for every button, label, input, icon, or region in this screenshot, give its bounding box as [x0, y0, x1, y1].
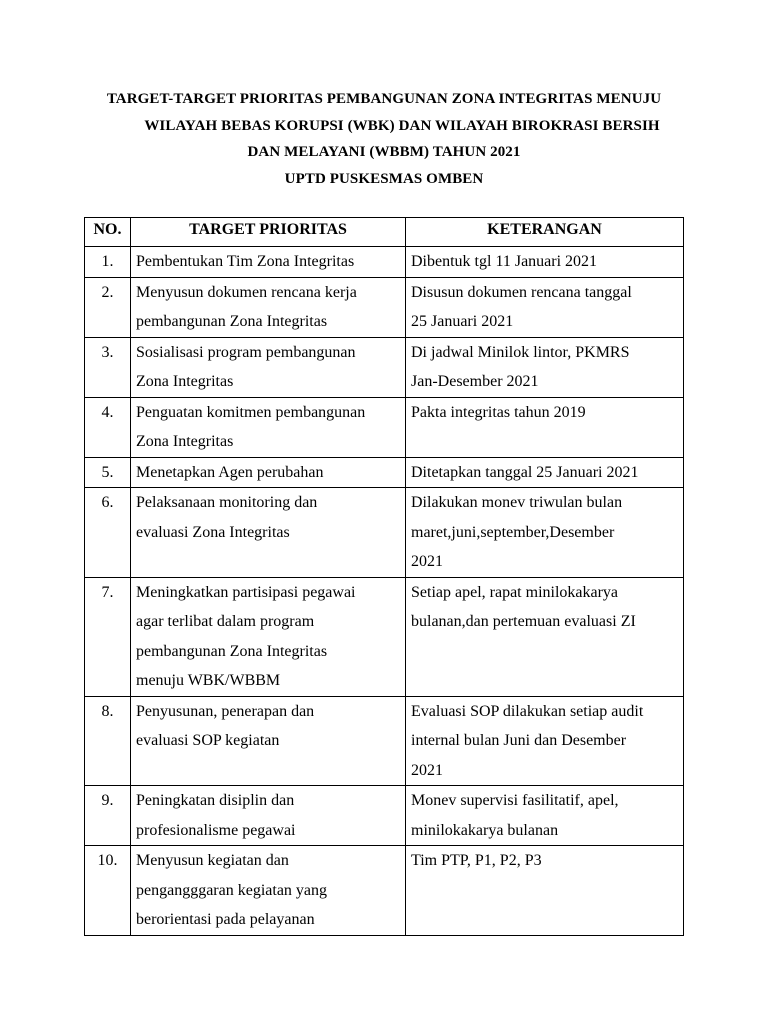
target-cell-text: Sosialisasi program pembangunan Zona Integritas	[136, 343, 356, 390]
target-table	[84, 217, 684, 936]
keterangan-cell-text: Ditetapkan tanggal 25 Januari 2021	[411, 463, 639, 481]
target-cell-text: Penyusunan, penerapan dan evaluasi SOP kegiatan	[136, 702, 315, 749]
keterangan-cell	[406, 397, 684, 457]
target-cell	[131, 786, 406, 846]
row-number	[85, 337, 131, 397]
table-row	[85, 696, 684, 786]
row-number-text: 1.	[101, 253, 114, 270]
header-no: NO.	[85, 218, 131, 247]
keterangan-cell-text: Monev supervisi fasilitatif, apel, minilokakarya bulanan	[411, 792, 619, 839]
target-cell-text: Meningkatkan partisipasi pegawai agar terlibat dalam program pembangunan Zona Integritas menuju WBK/WBBM	[136, 583, 356, 689]
title-line-2: WILAYAH BEBAS KORUPSI (WBK) DAN WILAYAH BIROKRASI BERSIH	[144, 117, 660, 134]
row-number	[85, 277, 131, 337]
target-cell-text: Peningkatan disiplin dan profesionalisme pegawai	[136, 792, 296, 839]
target-cell	[131, 696, 406, 786]
keterangan-cell-text: Tim PTP, P1, P2, P3	[411, 852, 542, 869]
table-header-row	[85, 218, 684, 247]
keterangan-cell	[406, 247, 684, 278]
keterangan-cell	[406, 337, 684, 397]
row-number-text: 9.	[101, 792, 114, 809]
table-row	[85, 786, 684, 846]
row-number	[85, 696, 131, 786]
table-row	[85, 277, 684, 337]
table-row	[85, 247, 684, 278]
row-number	[85, 786, 131, 846]
row-number-text: 2.	[101, 283, 114, 301]
target-cell	[131, 337, 406, 397]
row-number-text: 3.	[101, 343, 114, 361]
keterangan-cell	[406, 577, 684, 696]
target-cell	[131, 457, 406, 488]
row-number-text: 5.	[101, 463, 114, 481]
target-cell	[131, 247, 406, 278]
keterangan-cell	[406, 786, 684, 846]
keterangan-cell-text: Di jadwal Minilok lintor, PKMRS Jan-Desember 2021	[411, 343, 630, 390]
row-number	[85, 457, 131, 488]
keterangan-cell-text: Disusun dokumen rencana tanggal 25 Januari 2021	[411, 283, 632, 330]
row-number-text: 4.	[101, 403, 114, 421]
target-cell	[131, 397, 406, 457]
table-row	[85, 337, 684, 397]
row-number	[85, 488, 131, 578]
keterangan-cell	[406, 488, 684, 578]
table-row	[85, 488, 684, 578]
row-number	[85, 577, 131, 696]
row-number-text: 8.	[101, 702, 114, 720]
title-line-4: UPTD PUSKESMAS OMBEN	[284, 170, 484, 187]
table-row	[85, 577, 684, 696]
keterangan-cell	[406, 846, 684, 936]
table-row	[85, 397, 684, 457]
keterangan-cell	[406, 277, 684, 337]
row-number-text: 7.	[101, 583, 114, 601]
keterangan-cell-text: Setiap apel, rapat minilokakarya bulanan,dan pertemuan evaluasi ZI	[411, 583, 636, 630]
header-target: TARGET PRIORITAS	[131, 218, 406, 247]
target-cell-text: Menyusun dokumen rencana kerja pembangunan Zona Integritas	[136, 283, 357, 330]
table-row	[85, 846, 684, 936]
target-cell	[131, 577, 406, 696]
target-cell	[131, 277, 406, 337]
document-title	[0, 86, 768, 192]
keterangan-cell	[406, 696, 684, 786]
keterangan-cell-text: Evaluasi SOP dilakukan setiap audit internal bulan Juni dan Desember 2021	[411, 702, 644, 779]
row-number	[85, 846, 131, 936]
target-cell-text: Penguatan komitmen pembangunan Zona Integritas	[136, 403, 366, 450]
keterangan-cell-text: Dibentuk tgl 11 Januari 2021	[411, 253, 598, 270]
row-number-text: 10.	[97, 852, 118, 869]
row-number	[85, 247, 131, 278]
table-row	[85, 457, 684, 488]
keterangan-cell-text: Dilakukan monev triwulan bulan maret,juni,september,Desember 2021	[411, 494, 623, 570]
target-cell-text: Menyusun kegiatan dan pengangggaran kegiatan yang berorientasi pada pelayanan	[136, 852, 328, 928]
target-cell	[131, 846, 406, 936]
title-line-3: DAN MELAYANI (WBBM) TAHUN 2021	[247, 144, 521, 160]
target-cell-text: Pelaksanaan monitoring dan evaluasi Zona Integritas	[136, 494, 318, 541]
header-keterangan: KETERANGAN	[406, 218, 684, 247]
table-body	[85, 247, 684, 936]
keterangan-cell-text: Pakta integritas tahun 2019	[411, 403, 586, 421]
row-number	[85, 397, 131, 457]
target-cell	[131, 488, 406, 578]
row-number-text: 6.	[101, 494, 114, 511]
title-line-1: TARGET-TARGET PRIORITAS PEMBANGUNAN ZONA INTEGRITAS MENUJU	[106, 91, 662, 107]
target-cell-text: Pembentukan Tim Zona Integritas	[136, 253, 355, 270]
target-cell-text: Menetapkan Agen perubahan	[136, 463, 324, 481]
keterangan-cell	[406, 457, 684, 488]
